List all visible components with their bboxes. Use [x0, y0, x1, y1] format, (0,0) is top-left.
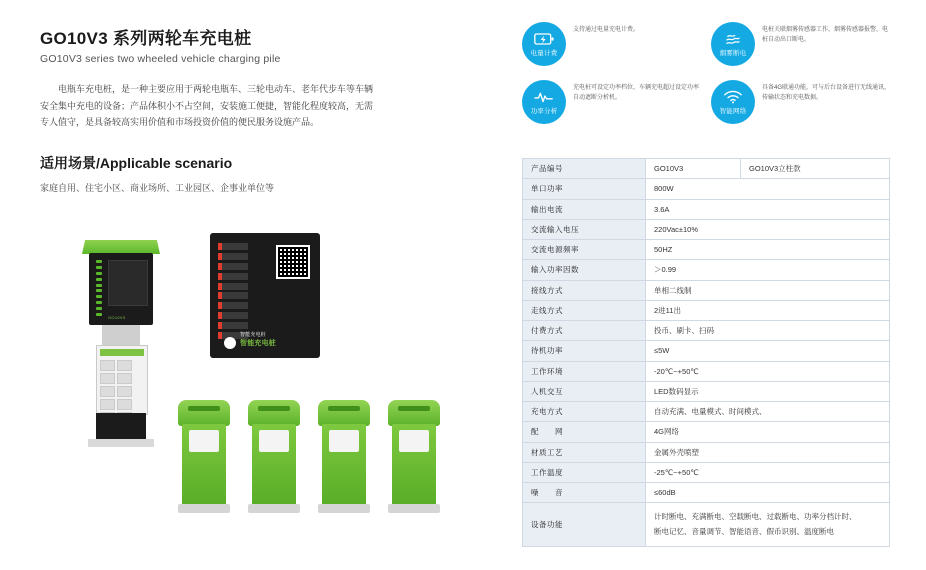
specification-table	[522, 158, 890, 547]
spec-key: 材质工艺	[523, 442, 646, 462]
bollard-body	[392, 424, 436, 506]
bollard-cap	[248, 400, 300, 426]
page-subtitle: GO10V3 series two wheeled vehicle charging pile	[40, 53, 281, 65]
table-row-functions	[523, 503, 890, 547]
feature-item-power-analysis	[522, 80, 701, 124]
table-row	[523, 159, 890, 179]
spec-value: ＞0.99	[646, 260, 890, 280]
bollard-panel	[399, 430, 429, 452]
page-title: GO10V3 系列两轮车充电桩	[40, 29, 252, 48]
spec-value: 单相二线制	[646, 280, 890, 300]
spec-key: 设备功能	[523, 503, 646, 547]
bollard-foot	[178, 504, 230, 513]
spec-key: 产品编号	[523, 159, 646, 179]
intro-paragraph: 电瓶车充电桩，是一种主要应用于两轮电瓶车、三轮电动车、老年代步车等车辆安全集中充电的设备；产品体积小不占空间，安装施工便捷，智能化程度较高，无需专人值守，是具备较高实用价值和市场投资价值的便民服务设施产品。	[40, 84, 374, 128]
standing-charging-pile-image	[82, 240, 160, 455]
feature-text: 电桩关联烟雾传感器工作，烟雾传感器报警，电桩自动出口断电。	[762, 27, 889, 43]
bollard-charging-pile-image	[318, 400, 370, 525]
qr-code-icon	[276, 245, 310, 279]
spec-key: 配 网	[523, 422, 646, 442]
pile-screen	[96, 345, 148, 415]
spec-value-functions	[646, 503, 890, 547]
feature-text: 支持通过电量充电计费。	[573, 27, 640, 33]
feature-caption: 智能网络	[719, 107, 747, 115]
left-column	[40, 24, 510, 194]
table-row	[523, 381, 890, 401]
pile-roof	[82, 240, 160, 254]
spec-value: 金属外壳喷塑	[646, 442, 890, 462]
bollard-foot	[318, 504, 370, 513]
table-row	[523, 442, 890, 462]
bollard-foot	[388, 504, 440, 513]
feature-item-smart-network	[711, 80, 890, 124]
bollard-panel	[189, 430, 219, 452]
feature-text: 充电桩可设定功率档位，车辆充电超过设定功率自动遮断分析机。	[573, 85, 700, 101]
spec-key: 输出电流	[523, 199, 646, 219]
table-row	[523, 199, 890, 219]
spec-value: 800W	[646, 179, 890, 199]
pile-head	[89, 253, 153, 325]
table-row	[523, 361, 890, 381]
battery-bolt-icon	[522, 22, 566, 66]
wallbox-brand-label: 智能充电桩 智能充电桩	[240, 332, 276, 347]
smoke-icon	[711, 22, 755, 66]
scenario-text: 家庭自用、住宅小区、商业场所、工业园区、企事业单位等	[40, 182, 275, 193]
spec-value: 4G网络	[646, 422, 890, 442]
power-analysis-icon	[522, 80, 566, 124]
spec-value: -20℃~+50℃	[646, 361, 890, 381]
wallbox-port-indicators	[218, 243, 244, 339]
spec-key: 付费方式	[523, 321, 646, 341]
spec-key: 接线方式	[523, 280, 646, 300]
pile-base	[96, 413, 146, 439]
function-line-2: 断电记忆、音量调节、智能语音、假币识别、温度断电	[654, 526, 834, 536]
table-row	[523, 462, 890, 482]
feature-text: 具备4G联通功能，可与后台设备进行无线通讯，传输状态和充电数据。	[762, 85, 891, 101]
bollard-body	[322, 424, 366, 506]
scenario-heading: 适用场景/Applicable scenario	[40, 154, 233, 171]
spec-key: 输入功率因数	[523, 260, 646, 280]
spec-value-alt: GO10V3立柱款	[741, 159, 890, 179]
product-illustration	[40, 225, 510, 535]
spec-key: 走线方式	[523, 300, 646, 320]
spec-value: ≤5W	[646, 341, 890, 361]
table-row	[523, 300, 890, 320]
feature-caption: 功率分析	[530, 107, 558, 115]
table-row	[523, 422, 890, 442]
spec-key: 交流输入电压	[523, 219, 646, 239]
feature-caption: 电量计费	[530, 49, 558, 57]
bollard-charging-pile-image	[248, 400, 300, 525]
bollard-panel	[259, 430, 289, 452]
spec-value: GO10V3	[646, 159, 741, 179]
table-row	[523, 280, 890, 300]
wifi-icon	[711, 80, 755, 124]
spec-value: ≤60dB	[646, 483, 890, 503]
spec-value: LED数码显示	[646, 381, 890, 401]
pile-socket-grid	[108, 260, 148, 306]
wallbox-logo-mark	[224, 337, 236, 349]
pile-indicator-lights	[96, 260, 103, 316]
spec-key: 交流电源频率	[523, 240, 646, 260]
table-row	[523, 483, 890, 503]
spec-value: 50HZ	[646, 240, 890, 260]
pile-screen-bar	[100, 349, 144, 356]
spec-key: 人机交互	[523, 381, 646, 401]
spec-key: 工作温度	[523, 462, 646, 482]
spec-value: -25℃~+50℃	[646, 462, 890, 482]
table-row	[523, 341, 890, 361]
feature-caption: 烟雾断电	[719, 49, 747, 57]
bollard-charging-pile-image	[178, 400, 230, 525]
spec-key: 工作环境	[523, 361, 646, 381]
bollard-cap	[318, 400, 370, 426]
spec-key: 单口功率	[523, 179, 646, 199]
bollard-body	[252, 424, 296, 506]
bollard-charging-pile-image	[388, 400, 440, 525]
spec-key: 噪 音	[523, 483, 646, 503]
wall-mounted-charging-box-image	[210, 233, 320, 358]
bollard-cap	[388, 400, 440, 426]
pile-foot	[88, 439, 154, 447]
bollard-panel	[329, 430, 359, 452]
table-row	[523, 321, 890, 341]
table-row	[523, 179, 890, 199]
table-row	[523, 402, 890, 422]
table-row	[523, 240, 890, 260]
table-row	[523, 260, 890, 280]
spec-value: 投币、刷卡、扫码	[646, 321, 890, 341]
pile-neck	[102, 325, 140, 347]
spec-value: 3.6A	[646, 199, 890, 219]
spec-value: 自动充满、电量模式、时间模式、	[646, 402, 890, 422]
function-line-1: 计时断电、充满断电、空载断电、过载断电、功率分档计时、	[654, 512, 857, 522]
bollard-foot	[248, 504, 300, 513]
pile-brand-text: GO10V3	[108, 315, 126, 320]
feature-item-metering	[522, 22, 701, 66]
bollard-body	[182, 424, 226, 506]
feature-badges	[522, 22, 890, 142]
spec-key: 待机功率	[523, 341, 646, 361]
spec-key: 充电方式	[523, 402, 646, 422]
spec-value: 220Vac±10%	[646, 219, 890, 239]
feature-item-smoke-cutoff	[711, 22, 890, 66]
table-row	[523, 219, 890, 239]
bollard-cap	[178, 400, 230, 426]
spec-value: 2进11出	[646, 300, 890, 320]
